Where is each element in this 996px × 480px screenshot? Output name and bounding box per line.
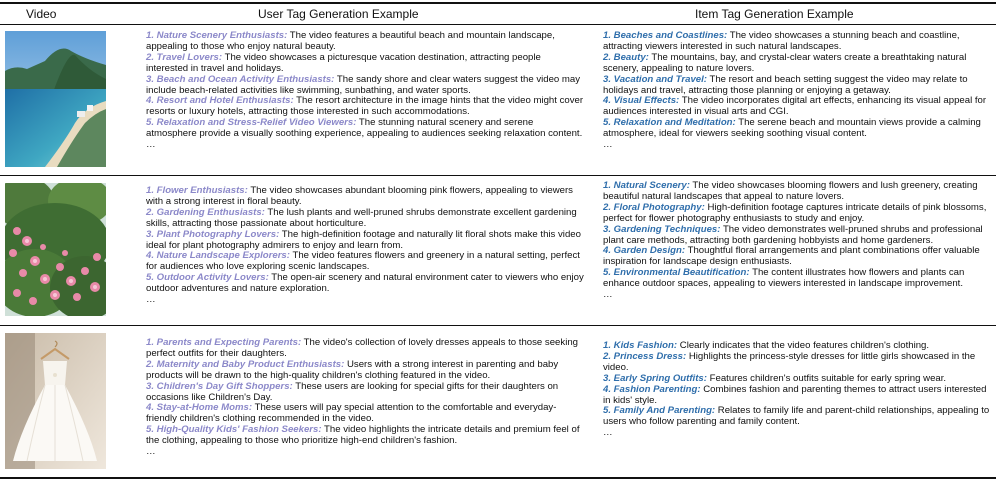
user-tag-item [146,338,584,360]
tag-description: The video's collection of lovely dresses appeals to those seeking perfect outfits for their daughters. [146,337,578,359]
item-tag-item [603,268,991,290]
item-tag-list [603,341,991,439]
tag-label: 2. Beauty: [603,51,649,63]
ellipsis: … [146,446,156,458]
tag-description: The video showcases blooming flowers and lush greenery, creating beautiful natural landscapes that appeal to nature lovers. [603,180,978,202]
tag-label: 3. Vacation and Travel: [603,73,707,85]
item-tag-item [603,225,991,247]
tag-label: 5. Environmental Beautification: [603,267,750,279]
item-tag-item [603,75,991,97]
bottom-rule [0,477,996,479]
tag-description: High-definition footage captures intricate details of pink blossoms, perfect for flower photography enthusiasts to study and enjoy. [603,201,987,224]
tag-label: 1. Nature Scenery Enthusiasts: [146,30,288,41]
tag-label: 2. Travel Lovers: [146,51,223,63]
header-user-tags: User Tag Generation Example [258,7,419,21]
tag-label: 3. Beach and Ocean Activity Enthusiasts: [146,73,335,85]
tag-description: The high-definition footage and naturally lit floral shots make this video ideal for plant photography admirers to enjoy and learn from. [146,228,581,251]
video-thumbnail-dress [5,333,106,469]
tag-label: 3. Children's Day Gift Shoppers: [146,380,293,392]
tag-description: Thoughtful floral arrangements and plant combinations offer valuable inspiration for landscape design enthusiasts. [603,245,980,268]
tag-description: Relates to family life and parent-child relationships, appealing to users who follow parenting and family content. [603,405,990,428]
item-tag-item [603,406,991,428]
tag-label: 2. Princess Dress: [603,350,687,362]
tag-label: 4. Garden Design: [603,245,686,257]
header-item-tags: Item Tag Generation Example [695,7,854,21]
item-tag-list [603,181,991,301]
header-video: Video [26,7,57,21]
user-tag-item [146,251,584,273]
tag-description: Users with a strong interest in parenting and baby products will be drawn to the high-quality children's clothing featured in the video. [146,358,559,381]
tag-description: The video demonstrates well-pruned shrubs and professional plant care methods, attracting both gardening hobbyists and home gardeners. [603,223,983,246]
user-tag-item [146,208,584,230]
item-tag-item [603,118,991,140]
user-tag-item [146,186,584,208]
row-divider [0,325,996,326]
ellipsis: … [603,289,613,301]
tag-label: 4. Stay-at-Home Moms: [146,402,253,414]
item-tag-item [603,96,991,118]
user-tag-item [146,53,584,75]
row-divider [0,175,996,176]
user-tag-item [146,403,584,425]
tag-description: The video showcases a picturesque vacation destination, attracting people interested in travel and holidays. [146,51,541,74]
user-tag-item [146,31,584,53]
tag-label: 2. Gardening Enthusiasts: [146,206,265,218]
tag-description: The open-air scenery and natural environment cater to viewers who enjoy outdoor adventures and nature exploration. [146,272,584,295]
ellipsis: … [603,139,613,151]
tag-label: 5. Relaxation and Stress-Relief Video Viewers: [146,117,357,129]
tag-label: 5. High-Quality Kids' Fashion Seekers: [146,424,322,436]
tag-label: 3. Plant Photography Lovers: [146,228,280,240]
item-tag-item [603,181,991,203]
item-tag-item [603,352,991,374]
tag-description: The video features a beautiful beach and mountain landscape, appealing to those who enjoy natural beauty. [146,30,555,52]
tag-description: The video incorporates digital art effects, enhancing its visual appeal for audiences interested in visual arts and CGI. [603,95,987,118]
user-tag-list [146,338,584,458]
video-thumbnail-coastline [5,31,106,167]
item-tag-item [603,385,991,407]
tag-label: 5. Outdoor Activity Lovers: [146,272,269,284]
tag-description: The video showcases a stunning beach and coastline, attracting viewers interested in such natural landscapes. [603,30,960,52]
tag-description: These users are looking for special gifts for their daughters on occasions like Children's Day. [146,380,559,403]
top-rule [0,2,996,4]
tag-label: 4. Nature Landscape Explorers: [146,250,290,262]
user-tag-item [146,96,584,118]
tag-description: The resort and beach setting suggest the video may relate to holidays and travel, attracting those planning or enjoying a getaway. [603,73,968,96]
tag-label: 1. Natural Scenery: [603,180,690,191]
tag-label: 5. Family And Parenting: [603,405,716,417]
header-rule [0,24,996,25]
tag-description: The video highlights the intricate details and premium feel of the clothing, appealing to those who prioritize high-end children's fashion. [146,424,580,447]
tag-description: The stunning natural scenery and serene atmosphere provide a visually soothing experience, appealing to audiences seeking relaxation content. [146,117,583,140]
tag-label: 4. Visual Effects: [603,95,680,107]
tag-label: 1. Kids Fashion: [603,340,678,351]
tag-label: 3. Gardening Techniques: [603,223,721,235]
tag-label: 4. Resort and Hotel Enthusiasts: [146,95,294,107]
tag-description: The serene beach and mountain views provide a calming atmosphere, ideal for viewers seeking soothing visual content. [603,117,981,140]
ellipsis: … [146,139,156,151]
user-tag-item [146,382,584,404]
tag-description: The sandy shore and clear waters suggest the video may include beach-related activities like swimming, sunbathing, and water sports. [146,73,581,96]
item-tag-list [603,31,991,151]
video-thumbnail-flowers [5,183,106,316]
user-tag-item [146,75,584,97]
ellipsis: … [146,294,156,306]
tag-description: Clearly indicates that the video features children's clothing. [677,340,930,351]
tag-description: The resort architecture in the image hints that the video might cover resorts or luxury hotels, attracting those interested in such accommodations. [146,95,584,118]
user-tag-list [146,31,584,151]
item-tag-item [603,203,991,225]
user-tag-item [146,118,584,140]
tag-description: The mountains, bay, and crystal-clear waters create a breathtaking natural scenery, appealing to nature lovers. [603,51,967,74]
tag-label: 5. Relaxation and Meditation: [603,117,736,129]
tag-label: 4. Fashion Parenting: [603,383,701,395]
user-tag-item [146,273,584,295]
user-tag-item [146,425,584,447]
tag-description: The content illustrates how flowers and plants can enhance outdoor spaces, appealing to viewers interested in landscape improvement. [603,267,965,290]
item-tag-item [603,246,991,268]
tag-label: 2. Floral Photography: [603,201,705,213]
tag-description: Highlights the princess-style dresses for little girls showcased in the video. [603,350,976,373]
user-tag-item [146,230,584,252]
tag-label: 1. Beaches and Coastlines: [603,30,728,41]
tag-label: 1. Parents and Expecting Parents: [146,337,302,348]
ellipsis: … [603,427,613,439]
tag-description: These users will pay special attention to the comfortable and everyday-friendly children's clothing recommended in the video. [146,402,557,425]
tag-description: The lush plants and well-pruned shrubs demonstrate excellent gardening skills, attracting those passionate about horticulture. [146,206,577,229]
user-tag-item [146,360,584,382]
tag-description: Combines fashion and parenting themes to attract users interested in kids' style. [603,383,987,406]
tag-description: Features children's outfits suitable for early spring wear. [706,372,947,384]
item-tag-item [603,31,991,53]
tag-label: 2. Maternity and Baby Product Enthusiasts: [146,358,345,370]
item-tag-item [603,53,991,75]
tag-label: 1. Flower Enthusiasts: [146,185,248,196]
user-tag-list [146,186,584,306]
tag-description: The video showcases abundant blooming pink flowers, appealing to viewers with a strong interest in floral beauty. [146,185,573,207]
tag-description: The video features flowers and greenery in a natural setting, perfect for audiences who love exploring scenic landscapes. [146,250,580,273]
tag-label: 3. Early Spring Outfits: [603,372,707,384]
